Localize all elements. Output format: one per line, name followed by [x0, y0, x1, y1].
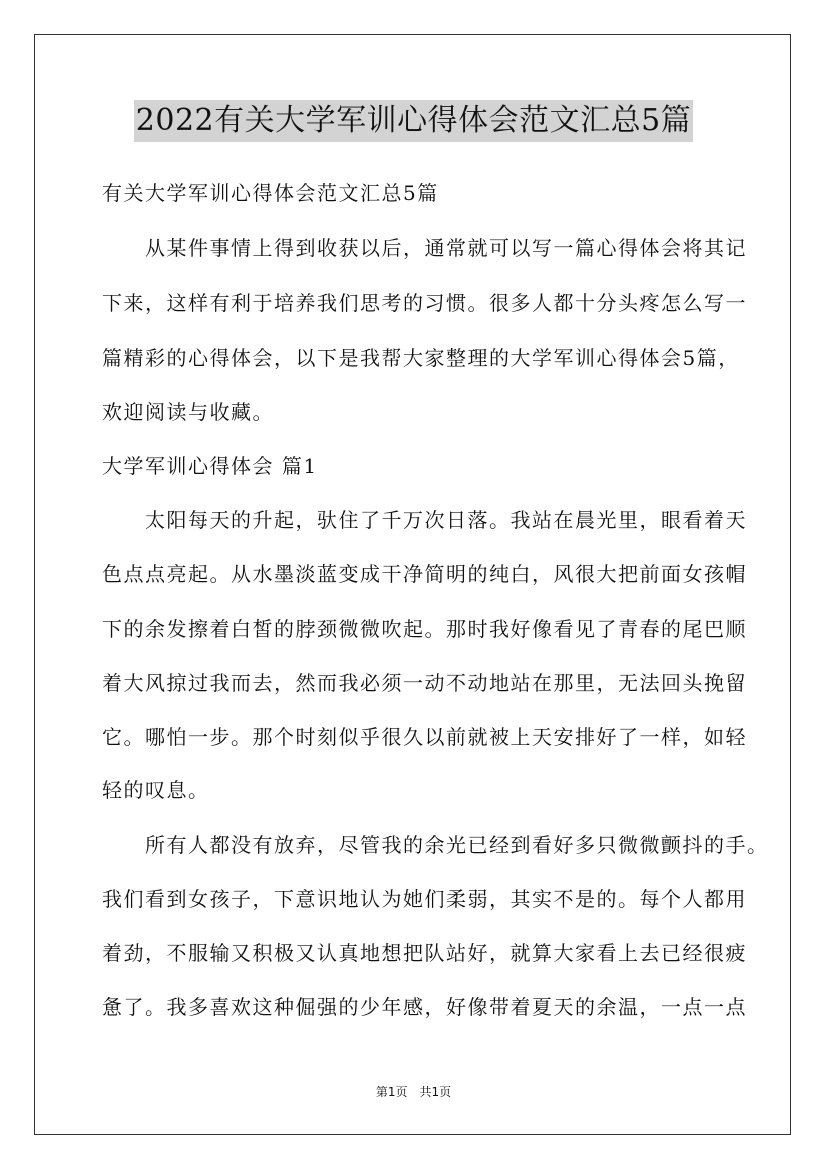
paragraph-line: 它。哪怕一步。那个时刻似乎很久以前就被上天安排好了一样，如轻	[102, 725, 747, 749]
page-number: 第1页 共1页	[375, 1085, 452, 1099]
paragraph-line: 下的余发擦着白皙的脖颈微微吹起。那时我好像看见了青春的尾巴顺	[102, 617, 747, 641]
paragraph-line: 从某件事情上得到收获以后，通常就可以写一篇心得体会将其记	[102, 236, 747, 260]
paragraph-line: 下来，这样有利于培养我们思考的习惯。很多人都十分头疼怎么写一	[102, 291, 747, 315]
paragraph-line: 所有人都没有放弃，尽管我的余光已经到看好多只微微颤抖的手。	[102, 833, 769, 857]
paragraph-line: 着大风掠过我而去，然而我必须一动不动地站在那里，无法回头挽留	[102, 671, 747, 695]
paragraph-line: 惫了。我多喜欢这种倔强的少年感，好像带着夏天的余温，一点一点	[102, 995, 747, 1019]
paragraph-line: 欢迎阅读与收藏。	[102, 400, 274, 424]
paragraph-line: 篇精彩的心得体会，以下是我帮大家整理的大学军训心得体会5篇，	[102, 346, 740, 370]
document-title: 2022有关大学军训心得体会范文汇总5篇	[134, 100, 693, 142]
paragraph-line: 色点点亮起。从水墨淡蓝变成干净简明的纯白，风很大把前面女孩帽	[102, 562, 747, 586]
section-heading: 大学军训心得体会 篇1	[102, 454, 318, 478]
paragraph-line: 轻的叹息。	[102, 778, 210, 802]
paragraph-line: 我们看到女孩子，下意识地认为她们柔弱，其实不是的。每个人都用	[102, 887, 747, 911]
paragraph-line: 太阳每天的升起，驮住了千万次日落。我站在晨光里，眼看着天	[102, 508, 747, 532]
paragraph-line: 着劲，不服输又积极又认真地想把队站好，就算大家看上去已经很疲	[102, 941, 747, 965]
title-wrap	[0, 100, 827, 142]
subtitle-line: 有关大学军训心得体会范文汇总5篇	[102, 181, 439, 205]
